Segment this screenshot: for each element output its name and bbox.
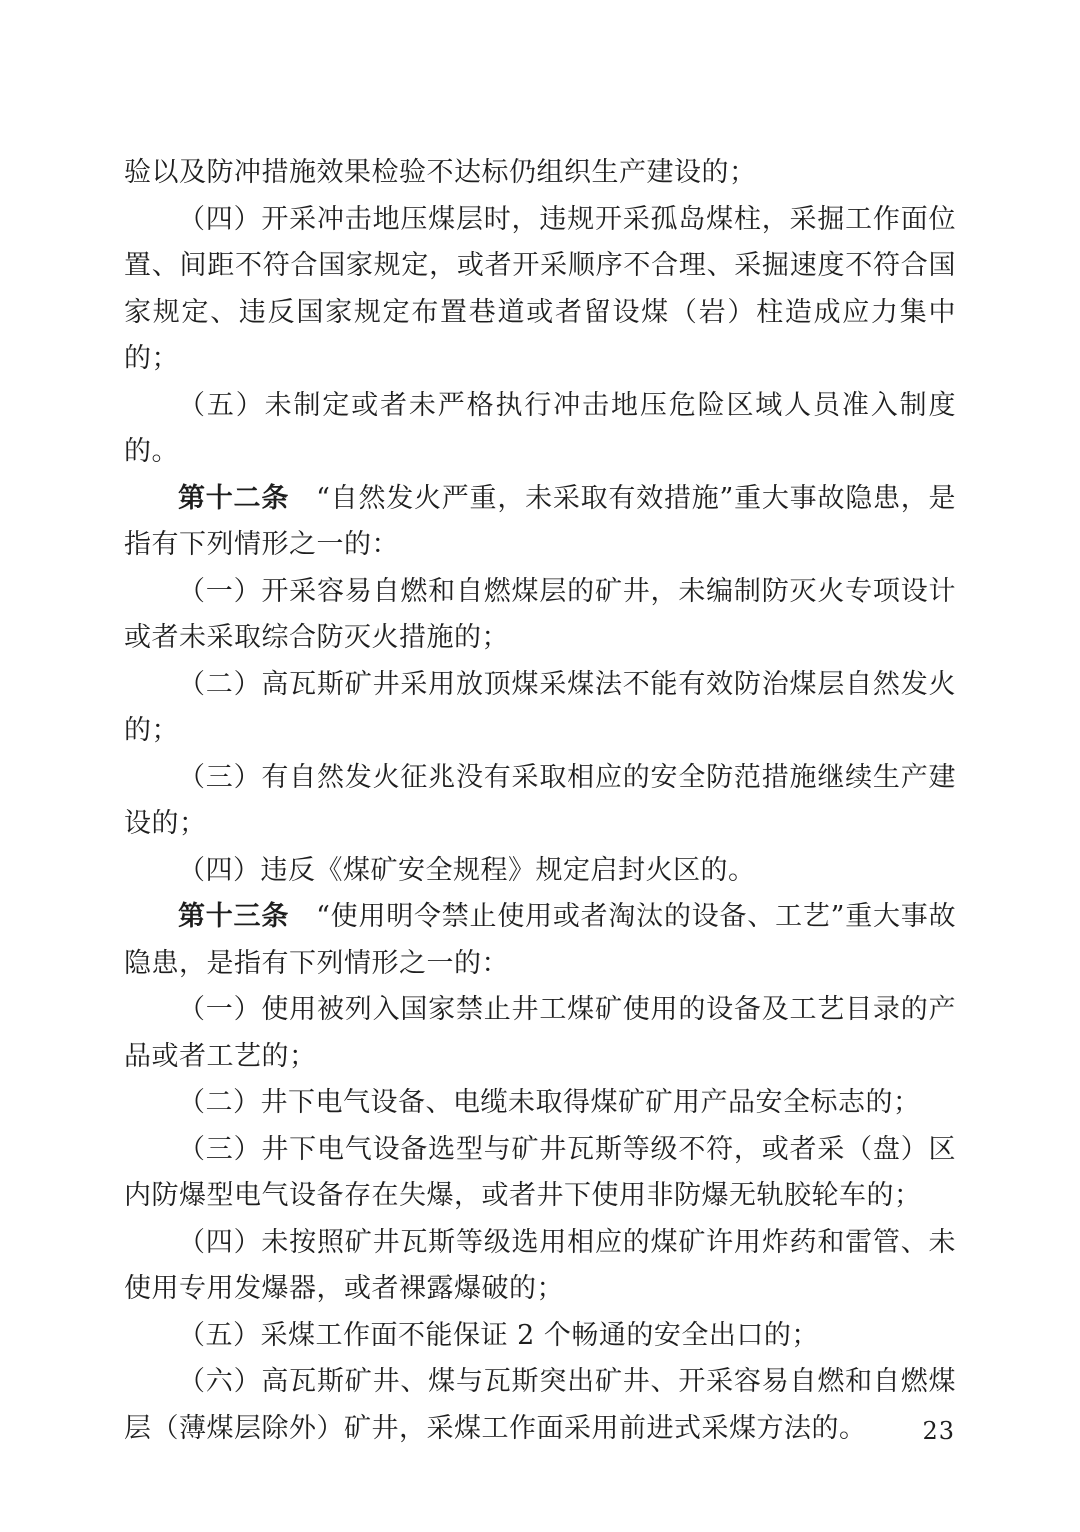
list-item-1-banned-equipment: （一）使用被列入国家禁止井工煤矿使用的设备及工艺目录的产品或者工艺的； bbox=[124, 994, 956, 1072]
list-item-4-fire-zone: （四）违反《煤矿安全规程》规定启封火区的。 bbox=[178, 854, 756, 886]
list-item-2-safety-mark: （二）井下电气设备、电缆未取得煤矿矿用产品安全标志的； bbox=[178, 1087, 921, 1118]
page-number: 23 bbox=[922, 1417, 955, 1445]
list-item-6-advancing-mining: （六）高瓦斯矿井、煤与瓦斯突出矿井、开采容易自燃和自燃煤层（薄煤层除外）矿井，采煤工作面采用前进式采煤方法的。 bbox=[124, 1366, 956, 1444]
list-item-5-access-control: （五）未制定或者未严格执行冲击地压危险区域人员准入制度的。 bbox=[124, 389, 956, 467]
article-12 bbox=[124, 476, 956, 569]
article-13-heading: 第十三条 bbox=[178, 901, 290, 932]
article-13-text: “使用明令禁止使用或者淘汰的设备、工艺”重大事故隐患，是指有下列情形之一的： bbox=[124, 901, 957, 979]
article-12-heading: 第十二条 bbox=[178, 482, 290, 514]
list-item-5-safety-exits: （五）采煤工作面不能保证 2 个畅通的安全出口的； bbox=[178, 1319, 819, 1351]
list-item-4-explosives: （四）未按照矿井瓦斯等级选用相应的煤矿许用炸药和雷管、未使用专用发爆器，或者裸露爆破的； bbox=[124, 1226, 956, 1304]
list-item-3-explosion-proof: （三）井下电气设备选型与矿井瓦斯等级不符，或者采（盘）区内防爆型电气设备存在失爆，或者井下使用非防爆无轨胶轮车的； bbox=[124, 1133, 956, 1211]
list-item-1-fire-design: （一）开采容易自燃和自燃煤层的矿井，未编制防灭火专项设计或者未采取综合防灭火措施的； bbox=[124, 575, 956, 653]
article-12-text: “自然发火严重，未采取有效措施”重大事故隐患，是指有下列情形之一的： bbox=[124, 482, 957, 560]
list-item-2-top-coal: （二）高瓦斯矿井采用放顶煤采煤法不能有效防治煤层自然发火的； bbox=[124, 668, 956, 746]
article-13 bbox=[124, 894, 956, 987]
list-item-3-fire-signs: （三）有自然发火征兆没有采取相应的安全防范措施继续生产建设的； bbox=[124, 761, 956, 839]
paragraph-continuation: 验以及防冲措施效果检验不达标仍组织生产建设的； bbox=[124, 157, 757, 188]
document-body bbox=[124, 150, 956, 1452]
list-item-4-impact-pressure: （四）开采冲击地压煤层时，违规开采孤岛煤柱，采掘工作面位置、间距不符合国家规定，或者开采顺序不合理、采掘速度不符合国家规定、违反国家规定布置巷道或者留设煤（岩）柱造成应力集中的； bbox=[124, 203, 956, 374]
